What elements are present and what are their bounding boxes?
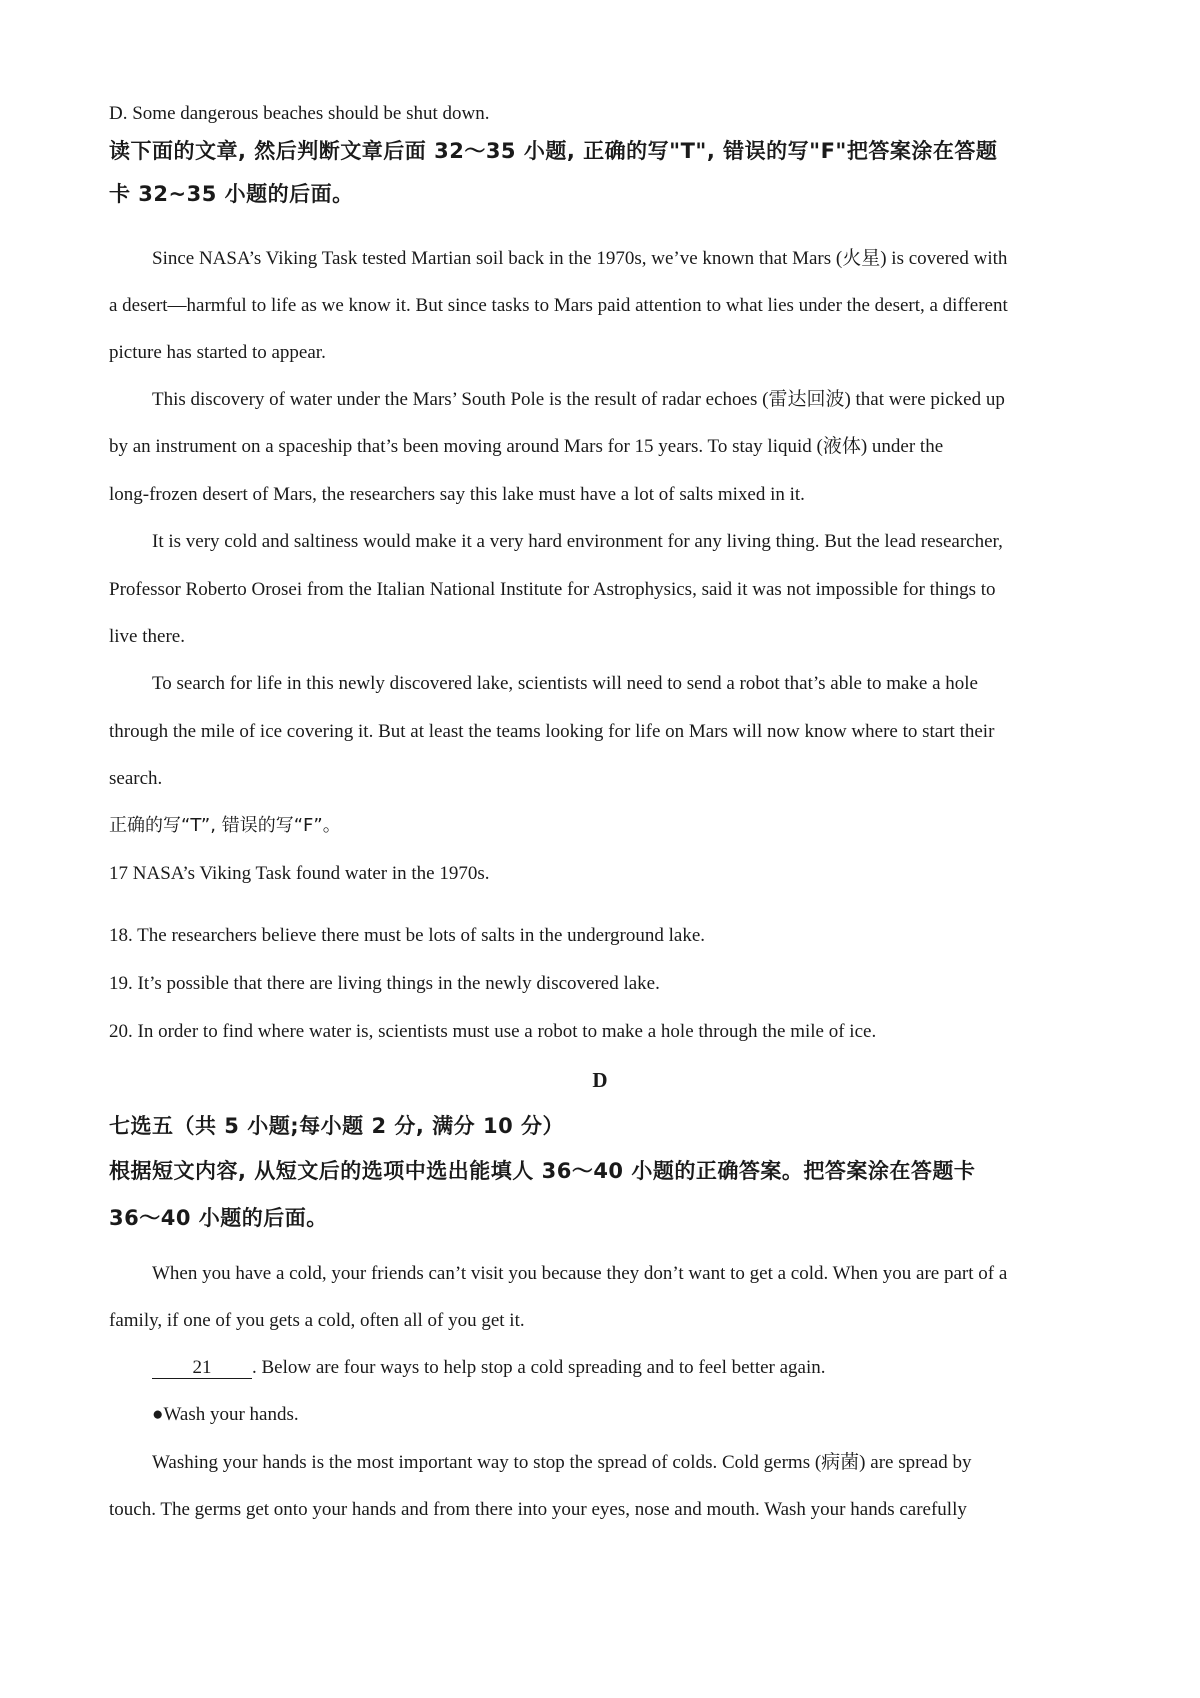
passage-line: a desert—harmful to life as we know it. But since tasks to Mars paid attention to what lies under the desert, a different: [109, 295, 1008, 316]
blank-21-sentence: . Below are four ways to help stop a cold spreading and to feel better again.: [252, 1357, 826, 1378]
section-c-instruction-line2: 卡 32~35 小题的后面。: [109, 182, 354, 206]
passage-line: To search for life in this newly discovered lake, scientists will need to send a robot that’s able to make a hole: [152, 673, 978, 694]
passage-line: picture has started to appear.: [109, 342, 326, 363]
passage-line: search.: [109, 768, 163, 789]
answer-blank-21[interactable]: 21: [152, 1358, 252, 1379]
passage-line: It is very cold and saltiness would make it a very hard environment for any living thing. But the lead researcher,: [152, 531, 1003, 552]
passage-line: Professor Roberto Orosei from the Italian National Institute for Astrophysics, said it was not impossible for things to: [109, 579, 996, 600]
section-c-instruction-line1: 读下面的文章, 然后判断文章后面 32～35 小题, 正确的写"T", 错误的写"F"把答案涂在答题: [109, 139, 998, 163]
question-19: 19. It’s possible that there are living things in the newly discovered lake.: [109, 973, 660, 994]
question-18: 18. The researchers believe there must be lots of salts in the underground lake.: [109, 925, 706, 946]
blank-21-line: [152, 1354, 826, 1382]
paragraph-1-line2: family, if one of you gets a cold, often all of you get it.: [109, 1310, 525, 1331]
section-d-instruction-line1: 根据短文内容, 从短文后的选项中选出能填人 36～40 小题的正确答案。把答案涂在答题卡: [109, 1159, 976, 1183]
section-d-header: 七选五（共 5 小题;每小题 2 分, 满分 10 分）: [109, 1114, 564, 1138]
section-d-letter: D: [592, 1068, 608, 1092]
passage-line: through the mile of ice covering it. But at least the teams looking for life on Mars will now know where to start their: [109, 721, 995, 742]
paragraph-2-line2: touch. The germs get onto your hands and from there into your eyes, nose and mouth. Wash your hands carefully: [109, 1499, 967, 1520]
passage-line: This discovery of water under the Mars’ South Pole is the result of radar echoes (雷达回波) that were picked up: [152, 389, 1005, 410]
passage-line: live there.: [109, 626, 185, 647]
passage-line: by an instrument on a spaceship that’s been moving around Mars for 15 years. To stay liquid (液体) under the: [109, 436, 944, 457]
passage-line: long-frozen desert of Mars, the researchers say this lake must have a lot of salts mixed in it.: [109, 484, 805, 505]
bullet-heading-wash-hands: ●Wash your hands.: [152, 1404, 299, 1425]
true-false-note: 正确的写“T”, 错误的写“F”。: [109, 815, 341, 836]
question-17: 17 NASA’s Viking Task found water in the 1970s.: [109, 863, 490, 884]
section-d-instruction-line2: 36～40 小题的后面。: [109, 1206, 328, 1230]
paragraph-1-line1: When you have a cold, your friends can’t visit you because they don’t want to get a cold. When you are part of a: [152, 1263, 1008, 1284]
question-20: 20. In order to find where water is, scientists must use a robot to make a hole through the mile of ice.: [109, 1021, 877, 1042]
previous-option-d: D. Some dangerous beaches should be shut down.: [109, 103, 490, 124]
passage-line: Since NASA’s Viking Task tested Martian soil back in the 1970s, we’ve known that Mars (火星) is covered with: [152, 248, 1008, 269]
paragraph-2-line1: Washing your hands is the most important way to stop the spread of colds. Cold germs (病菌) are spread by: [152, 1452, 972, 1473]
